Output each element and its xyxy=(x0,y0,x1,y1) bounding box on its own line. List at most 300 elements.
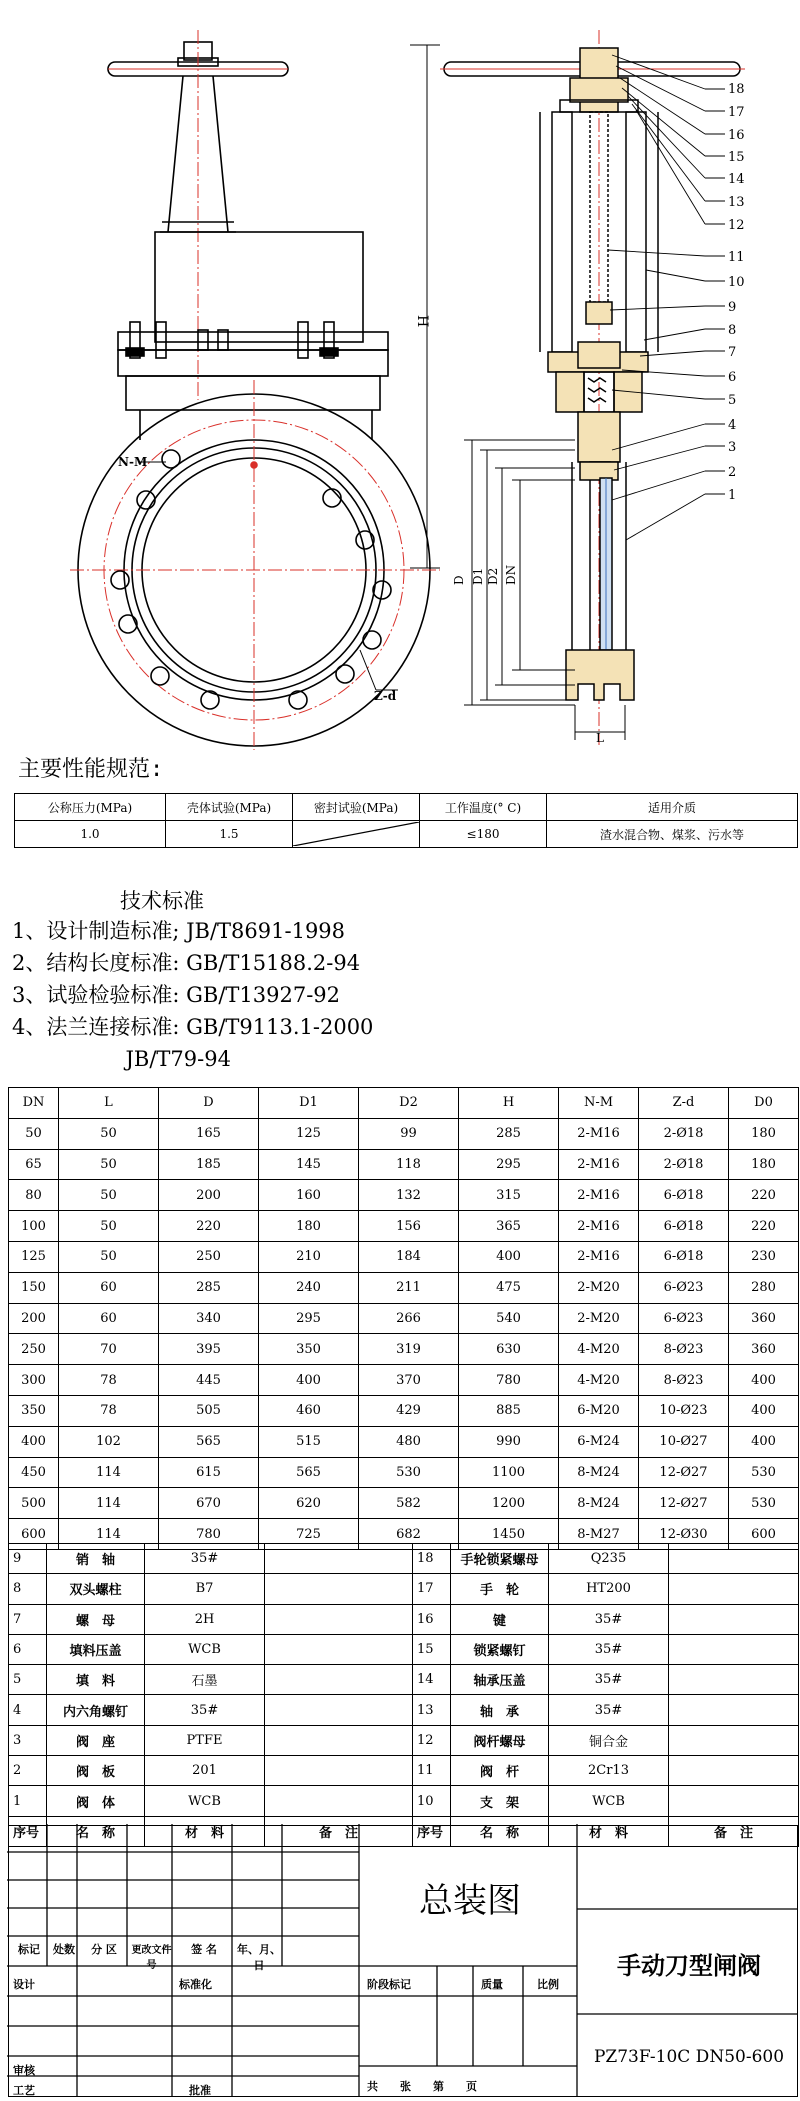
table-cell: 682 xyxy=(359,1519,459,1550)
table-cell: 阀 座 xyxy=(47,1725,145,1755)
table-cell: 键 xyxy=(451,1604,549,1634)
table-cell: 6-M24 xyxy=(559,1426,639,1457)
table-cell: 250 xyxy=(159,1241,259,1272)
table-cell: 210 xyxy=(259,1241,359,1272)
table-cell: 50 xyxy=(59,1149,159,1180)
tech-standard-line: JB/T79-94 xyxy=(12,1047,231,1071)
table-cell: 132 xyxy=(359,1180,459,1211)
table-cell: 319 xyxy=(359,1334,459,1365)
tech-standard-line: 4、法兰连接标准: GB/T9113.1-2000 xyxy=(12,1015,374,1039)
rev-header-sign: 签 名 xyxy=(191,1943,217,1956)
table-row xyxy=(15,821,798,848)
dim-d1-label: D1 xyxy=(471,567,485,585)
perf-medium: 渣水混合物、煤浆、污水等 xyxy=(547,821,798,848)
perf-shell-test: 1.5 xyxy=(166,821,293,848)
table-cell: 285 xyxy=(159,1272,259,1303)
callout-9: 9 xyxy=(728,300,737,315)
stage-mark-label: 阶段标记 xyxy=(367,1978,411,1991)
table-cell: HT200 xyxy=(549,1574,669,1604)
table-cell: 530 xyxy=(359,1457,459,1488)
table-cell: 3 xyxy=(9,1725,47,1755)
table-cell: 8-Ø23 xyxy=(639,1365,729,1396)
table-cell xyxy=(669,1604,799,1634)
zd-label: Z-d xyxy=(374,689,397,703)
callout-1: 1 xyxy=(728,488,737,503)
dimensions-table xyxy=(8,1087,799,1550)
table-cell: 4-M20 xyxy=(559,1365,639,1396)
table-cell: 铜合金 xyxy=(549,1725,669,1755)
table-cell: 6-Ø18 xyxy=(639,1211,729,1242)
table-cell: 材 料 xyxy=(145,1816,265,1846)
table-cell: 内六角螺钉 xyxy=(47,1695,145,1725)
table-cell xyxy=(669,1574,799,1604)
table-cell xyxy=(669,1634,799,1664)
table-row xyxy=(9,1180,799,1211)
front-view-labels xyxy=(118,315,430,703)
rev-header-zone: 分 区 xyxy=(91,1943,117,1956)
table-cell: 118 xyxy=(359,1149,459,1180)
table-cell xyxy=(265,1786,413,1816)
table-cell: 18 xyxy=(413,1544,451,1574)
model-number: PZ73F-10C DN50-600 xyxy=(593,2047,785,2067)
table-cell: 400 xyxy=(259,1365,359,1396)
perf-header-seal-test: 密封试验(MPa) xyxy=(293,794,420,821)
table-cell: 12-Ø27 xyxy=(639,1457,729,1488)
table-cell: 12-Ø30 xyxy=(639,1519,729,1550)
callout-8: 8 xyxy=(728,323,737,338)
table-cell: Q235 xyxy=(549,1544,669,1574)
callout-4: 4 xyxy=(728,418,737,433)
table-cell: 185 xyxy=(159,1149,259,1180)
product-name: 手动刀型闸阀 xyxy=(617,1951,761,1980)
table-cell: 名 称 xyxy=(451,1816,549,1846)
table-cell: 6-M20 xyxy=(559,1395,639,1426)
table-cell: 手 轮 xyxy=(451,1574,549,1604)
table-cell: 220 xyxy=(159,1211,259,1242)
table-row xyxy=(9,1544,799,1574)
table-cell: D0 xyxy=(729,1088,799,1119)
rev-header-mark: 标记 xyxy=(18,1943,40,1956)
table-cell: 565 xyxy=(159,1426,259,1457)
table-row xyxy=(9,1574,799,1604)
table-cell: 125 xyxy=(259,1118,359,1149)
callout-14: 14 xyxy=(728,172,745,187)
table-cell: 支 架 xyxy=(451,1786,549,1816)
table-row xyxy=(9,1395,799,1426)
table-cell: 165 xyxy=(159,1118,259,1149)
table-cell: D1 xyxy=(259,1088,359,1119)
table-cell: 530 xyxy=(729,1457,799,1488)
table-cell: 725 xyxy=(259,1519,359,1550)
table-cell: B7 xyxy=(145,1574,265,1604)
table-cell: 400 xyxy=(459,1241,559,1272)
table-cell: 2-Ø18 xyxy=(639,1118,729,1149)
review-label: 审核 xyxy=(13,2064,35,2077)
table-cell: 15 xyxy=(413,1634,451,1664)
table-cell: 2 xyxy=(9,1756,47,1786)
table-cell xyxy=(265,1756,413,1786)
table-cell: 100 xyxy=(9,1211,59,1242)
table-row xyxy=(15,794,798,821)
approve-label: 批准 xyxy=(189,2084,211,2097)
table-cell: 8-M24 xyxy=(559,1457,639,1488)
table-cell xyxy=(265,1634,413,1664)
callout-2: 2 xyxy=(728,465,737,480)
table-cell: 序号 xyxy=(413,1816,451,1846)
table-cell: 220 xyxy=(729,1180,799,1211)
table-cell: 1450 xyxy=(459,1519,559,1550)
table-cell xyxy=(669,1756,799,1786)
table-cell: 50 xyxy=(59,1211,159,1242)
table-cell: 180 xyxy=(729,1118,799,1149)
table-cell: 180 xyxy=(259,1211,359,1242)
table-cell xyxy=(265,1695,413,1725)
table-cell: 240 xyxy=(259,1272,359,1303)
table-cell: 445 xyxy=(159,1365,259,1396)
callout-6: 6 xyxy=(728,370,737,385)
table-cell xyxy=(265,1604,413,1634)
table-cell: 285 xyxy=(459,1118,559,1149)
table-cell: 1100 xyxy=(459,1457,559,1488)
table-cell: 780 xyxy=(159,1519,259,1550)
table-cell: 8-M27 xyxy=(559,1519,639,1550)
table-cell: 990 xyxy=(459,1426,559,1457)
table-cell: 460 xyxy=(259,1395,359,1426)
perf-header-shell-test: 壳体试验(MPa) xyxy=(166,794,293,821)
table-cell: 2-M20 xyxy=(559,1303,639,1334)
table-row xyxy=(9,1365,799,1396)
table-cell: 6-Ø23 xyxy=(639,1303,729,1334)
table-cell: N-M xyxy=(559,1088,639,1119)
table-row xyxy=(9,1334,799,1365)
table-cell: 145 xyxy=(259,1149,359,1180)
table-cell: 锁紧螺钉 xyxy=(451,1634,549,1664)
table-cell: 螺 母 xyxy=(47,1604,145,1634)
table-cell: 78 xyxy=(59,1395,159,1426)
table-cell xyxy=(265,1665,413,1695)
table-cell: 50 xyxy=(9,1118,59,1149)
table-cell: 60 xyxy=(59,1272,159,1303)
table-cell: 780 xyxy=(459,1365,559,1396)
table-cell: 35# xyxy=(549,1604,669,1634)
table-cell: 5 xyxy=(9,1665,47,1695)
table-cell: 70 xyxy=(59,1334,159,1365)
table-cell: 50 xyxy=(59,1180,159,1211)
table-cell: 350 xyxy=(9,1395,59,1426)
table-cell: 220 xyxy=(729,1211,799,1242)
table-row xyxy=(9,1488,799,1519)
table-cell: 360 xyxy=(729,1303,799,1334)
table-cell: 填 料 xyxy=(47,1665,145,1695)
table-cell: 8-M24 xyxy=(559,1488,639,1519)
table-cell: 手轮锁紧螺母 xyxy=(451,1544,549,1574)
table-cell: 300 xyxy=(9,1365,59,1396)
table-cell xyxy=(265,1574,413,1604)
dim-h-label: H xyxy=(414,315,430,328)
table-row xyxy=(9,1756,799,1786)
table-cell: 200 xyxy=(159,1180,259,1211)
table-cell: 114 xyxy=(59,1488,159,1519)
table-cell: 480 xyxy=(359,1426,459,1457)
table-cell: 轴 承 xyxy=(451,1695,549,1725)
table-cell: 395 xyxy=(159,1334,259,1365)
performance-table xyxy=(14,793,798,848)
table-cell: 885 xyxy=(459,1395,559,1426)
table-cell: 10-Ø27 xyxy=(639,1426,729,1457)
table-cell: 65 xyxy=(9,1149,59,1180)
table-row xyxy=(9,1695,799,1725)
table-cell: 360 xyxy=(729,1334,799,1365)
table-cell: 125 xyxy=(9,1241,59,1272)
table-cell: Z-d xyxy=(639,1088,729,1119)
table-cell: 35# xyxy=(145,1695,265,1725)
table-cell: 670 xyxy=(159,1488,259,1519)
table-cell: 400 xyxy=(9,1426,59,1457)
table-cell: 12 xyxy=(413,1725,451,1755)
callout-11: 11 xyxy=(728,250,745,265)
table-cell: 620 xyxy=(259,1488,359,1519)
table-cell: 400 xyxy=(729,1395,799,1426)
callout-10: 10 xyxy=(728,275,745,290)
table-cell: 6 xyxy=(9,1634,47,1664)
table-cell: 429 xyxy=(359,1395,459,1426)
table-cell: 2-M16 xyxy=(559,1149,639,1180)
title-block xyxy=(8,1825,798,2097)
callout-7: 7 xyxy=(728,345,737,360)
table-cell: 505 xyxy=(159,1395,259,1426)
tech-standard-line: 1、设计制造标准; JB/T8691-1998 xyxy=(12,919,346,943)
perf-header-temp: 工作温度(° C) xyxy=(420,794,547,821)
table-cell: 266 xyxy=(359,1303,459,1334)
perf-seal-test xyxy=(293,821,420,848)
table-cell: 315 xyxy=(459,1180,559,1211)
table-cell: 160 xyxy=(259,1180,359,1211)
dim-l-label: L xyxy=(596,731,604,745)
table-cell: 4 xyxy=(9,1695,47,1725)
table-cell: 6-Ø18 xyxy=(639,1180,729,1211)
perf-header-pressure: 公称压力(MPa) xyxy=(15,794,166,821)
table-cell: 1200 xyxy=(459,1488,559,1519)
parts-list-table xyxy=(8,1543,799,1847)
perf-pressure: 1.0 xyxy=(15,821,166,848)
standardize-label: 标准化 xyxy=(179,1978,212,1991)
table-cell: D xyxy=(159,1088,259,1119)
table-cell: 340 xyxy=(159,1303,259,1334)
callout-12: 12 xyxy=(728,218,745,233)
table-cell: 201 xyxy=(145,1756,265,1786)
table-cell: 114 xyxy=(59,1519,159,1550)
table-cell: 10-Ø23 xyxy=(639,1395,729,1426)
table-row xyxy=(9,1604,799,1634)
table-cell: 200 xyxy=(9,1303,59,1334)
table-cell: 615 xyxy=(159,1457,259,1488)
table-cell: 16 xyxy=(413,1604,451,1634)
table-cell: 35# xyxy=(549,1634,669,1664)
nm-label: N-M xyxy=(118,455,148,469)
sheets-label: 共 张 第 页 xyxy=(367,2080,477,2093)
callout-15: 15 xyxy=(728,150,745,165)
scale-label: 比例 xyxy=(537,1978,559,1991)
table-cell: WCB xyxy=(145,1786,265,1816)
table-row xyxy=(9,1149,799,1180)
drawing-title: 总装图 xyxy=(419,1880,521,1921)
table-row xyxy=(9,1303,799,1334)
table-cell: 阀杆螺母 xyxy=(451,1725,549,1755)
table-row xyxy=(9,1241,799,1272)
table-row xyxy=(9,1457,799,1488)
table-cell: 540 xyxy=(459,1303,559,1334)
table-cell: D2 xyxy=(359,1088,459,1119)
table-cell: 80 xyxy=(9,1180,59,1211)
table-cell: 8 xyxy=(9,1574,47,1604)
table-cell: 350 xyxy=(259,1334,359,1365)
table-cell: 17 xyxy=(413,1574,451,1604)
table-row xyxy=(9,1272,799,1303)
table-cell: 4-M20 xyxy=(559,1334,639,1365)
table-cell: 250 xyxy=(9,1334,59,1365)
table-row xyxy=(9,1725,799,1755)
callout-13: 13 xyxy=(728,195,745,210)
table-cell: 阀 杆 xyxy=(451,1756,549,1786)
table-cell: 295 xyxy=(259,1303,359,1334)
table-cell: 582 xyxy=(359,1488,459,1519)
table-cell: 35# xyxy=(549,1665,669,1695)
tech-standard-line: 3、试验检验标准: GB/T13927-92 xyxy=(12,983,341,1007)
dim-d-label: D xyxy=(452,575,466,585)
table-cell xyxy=(669,1786,799,1816)
table-cell: L xyxy=(59,1088,159,1119)
table-cell: 35# xyxy=(549,1695,669,1725)
table-cell: 14 xyxy=(413,1665,451,1695)
table-cell: 2-M20 xyxy=(559,1272,639,1303)
table-row xyxy=(9,1426,799,1457)
table-cell: 230 xyxy=(729,1241,799,1272)
table-cell: 10 xyxy=(413,1786,451,1816)
table-cell: 13 xyxy=(413,1695,451,1725)
table-cell: 销 轴 xyxy=(47,1544,145,1574)
table-cell: 180 xyxy=(729,1149,799,1180)
table-cell: 9 xyxy=(9,1544,47,1574)
table-cell: 295 xyxy=(459,1149,559,1180)
table-cell: 600 xyxy=(9,1519,59,1550)
dim-d2-label: D2 xyxy=(486,567,500,585)
table-cell xyxy=(265,1725,413,1755)
table-cell: 8-Ø23 xyxy=(639,1334,729,1365)
table-row xyxy=(9,1118,799,1149)
table-cell: 2-M16 xyxy=(559,1241,639,1272)
table-cell: 阀 体 xyxy=(47,1786,145,1816)
table-cell: 2-M16 xyxy=(559,1118,639,1149)
table-cell: DN xyxy=(9,1088,59,1119)
table-cell: 石墨 xyxy=(145,1665,265,1695)
table-cell: 2H xyxy=(145,1604,265,1634)
callout-18: 18 xyxy=(728,82,745,97)
process-label: 工艺 xyxy=(13,2084,35,2097)
table-cell: 370 xyxy=(359,1365,459,1396)
table-cell: 阀 板 xyxy=(47,1756,145,1786)
table-cell: 轴承压盖 xyxy=(451,1665,549,1695)
table-cell: 530 xyxy=(729,1488,799,1519)
table-cell: 475 xyxy=(459,1272,559,1303)
table-row xyxy=(9,1786,799,1816)
table-cell: 400 xyxy=(729,1426,799,1457)
front-view xyxy=(70,30,440,750)
table-cell: 450 xyxy=(9,1457,59,1488)
table-cell: 1 xyxy=(9,1786,47,1816)
table-cell: WCB xyxy=(145,1634,265,1664)
rev-header-doc: 更改文件号 xyxy=(131,1945,172,1971)
design-label: 设计 xyxy=(13,1978,35,1991)
callout-16: 16 xyxy=(728,128,745,143)
table-cell: 50 xyxy=(59,1118,159,1149)
table-cell: 365 xyxy=(459,1211,559,1242)
table-row xyxy=(9,1088,799,1119)
table-cell: 双头螺柱 xyxy=(47,1574,145,1604)
table-cell: 50 xyxy=(59,1241,159,1272)
table-cell: 565 xyxy=(259,1457,359,1488)
table-cell: 99 xyxy=(359,1118,459,1149)
table-cell: 211 xyxy=(359,1272,459,1303)
assembly-drawing xyxy=(0,0,800,750)
callout-numbers xyxy=(728,82,745,503)
table-cell: 7 xyxy=(9,1604,47,1634)
table-row xyxy=(9,1665,799,1695)
side-section xyxy=(440,30,745,745)
callout-5: 5 xyxy=(728,393,737,408)
table-cell: 材 料 xyxy=(549,1816,669,1846)
table-cell: 12-Ø27 xyxy=(639,1488,729,1519)
table-cell: 102 xyxy=(59,1426,159,1457)
table-cell: PTFE xyxy=(145,1725,265,1755)
table-cell: H xyxy=(459,1088,559,1119)
table-cell: 11 xyxy=(413,1756,451,1786)
table-cell: 2Cr13 xyxy=(549,1756,669,1786)
table-cell: 序号 xyxy=(9,1816,47,1846)
table-cell: 名 称 xyxy=(47,1816,145,1846)
callout-3: 3 xyxy=(728,440,737,455)
table-cell: 515 xyxy=(259,1426,359,1457)
tech-standards-title: 技术标准 xyxy=(120,889,204,913)
table-cell: 2-M16 xyxy=(559,1211,639,1242)
table-cell: 280 xyxy=(729,1272,799,1303)
perf-header-medium: 适用介质 xyxy=(547,794,798,821)
table-cell xyxy=(669,1725,799,1755)
table-cell xyxy=(265,1544,413,1574)
table-row xyxy=(9,1634,799,1664)
callout-17: 17 xyxy=(728,105,745,120)
table-cell xyxy=(669,1544,799,1574)
table-cell: 备 注 xyxy=(265,1816,413,1846)
table-cell xyxy=(669,1695,799,1725)
spec-title: 主要性能规范: xyxy=(18,757,164,782)
table-cell: 400 xyxy=(729,1365,799,1396)
tech-standard-line: 2、结构长度标准: GB/T15188.2-94 xyxy=(12,951,361,975)
perf-temp: ≤180 xyxy=(420,821,547,848)
table-cell: 500 xyxy=(9,1488,59,1519)
tech-standards-list xyxy=(12,915,373,1075)
table-cell: 630 xyxy=(459,1334,559,1365)
rev-header-date: 年、月、日 xyxy=(237,1943,281,1972)
table-cell: 150 xyxy=(9,1272,59,1303)
table-cell: 78 xyxy=(59,1365,159,1396)
table-row xyxy=(9,1211,799,1242)
table-cell: 2-M16 xyxy=(559,1180,639,1211)
table-cell: 184 xyxy=(359,1241,459,1272)
table-cell: 114 xyxy=(59,1457,159,1488)
rev-header-count: 处数 xyxy=(53,1943,75,1956)
table-cell: 2-Ø18 xyxy=(639,1149,729,1180)
table-cell: 6-Ø18 xyxy=(639,1241,729,1272)
